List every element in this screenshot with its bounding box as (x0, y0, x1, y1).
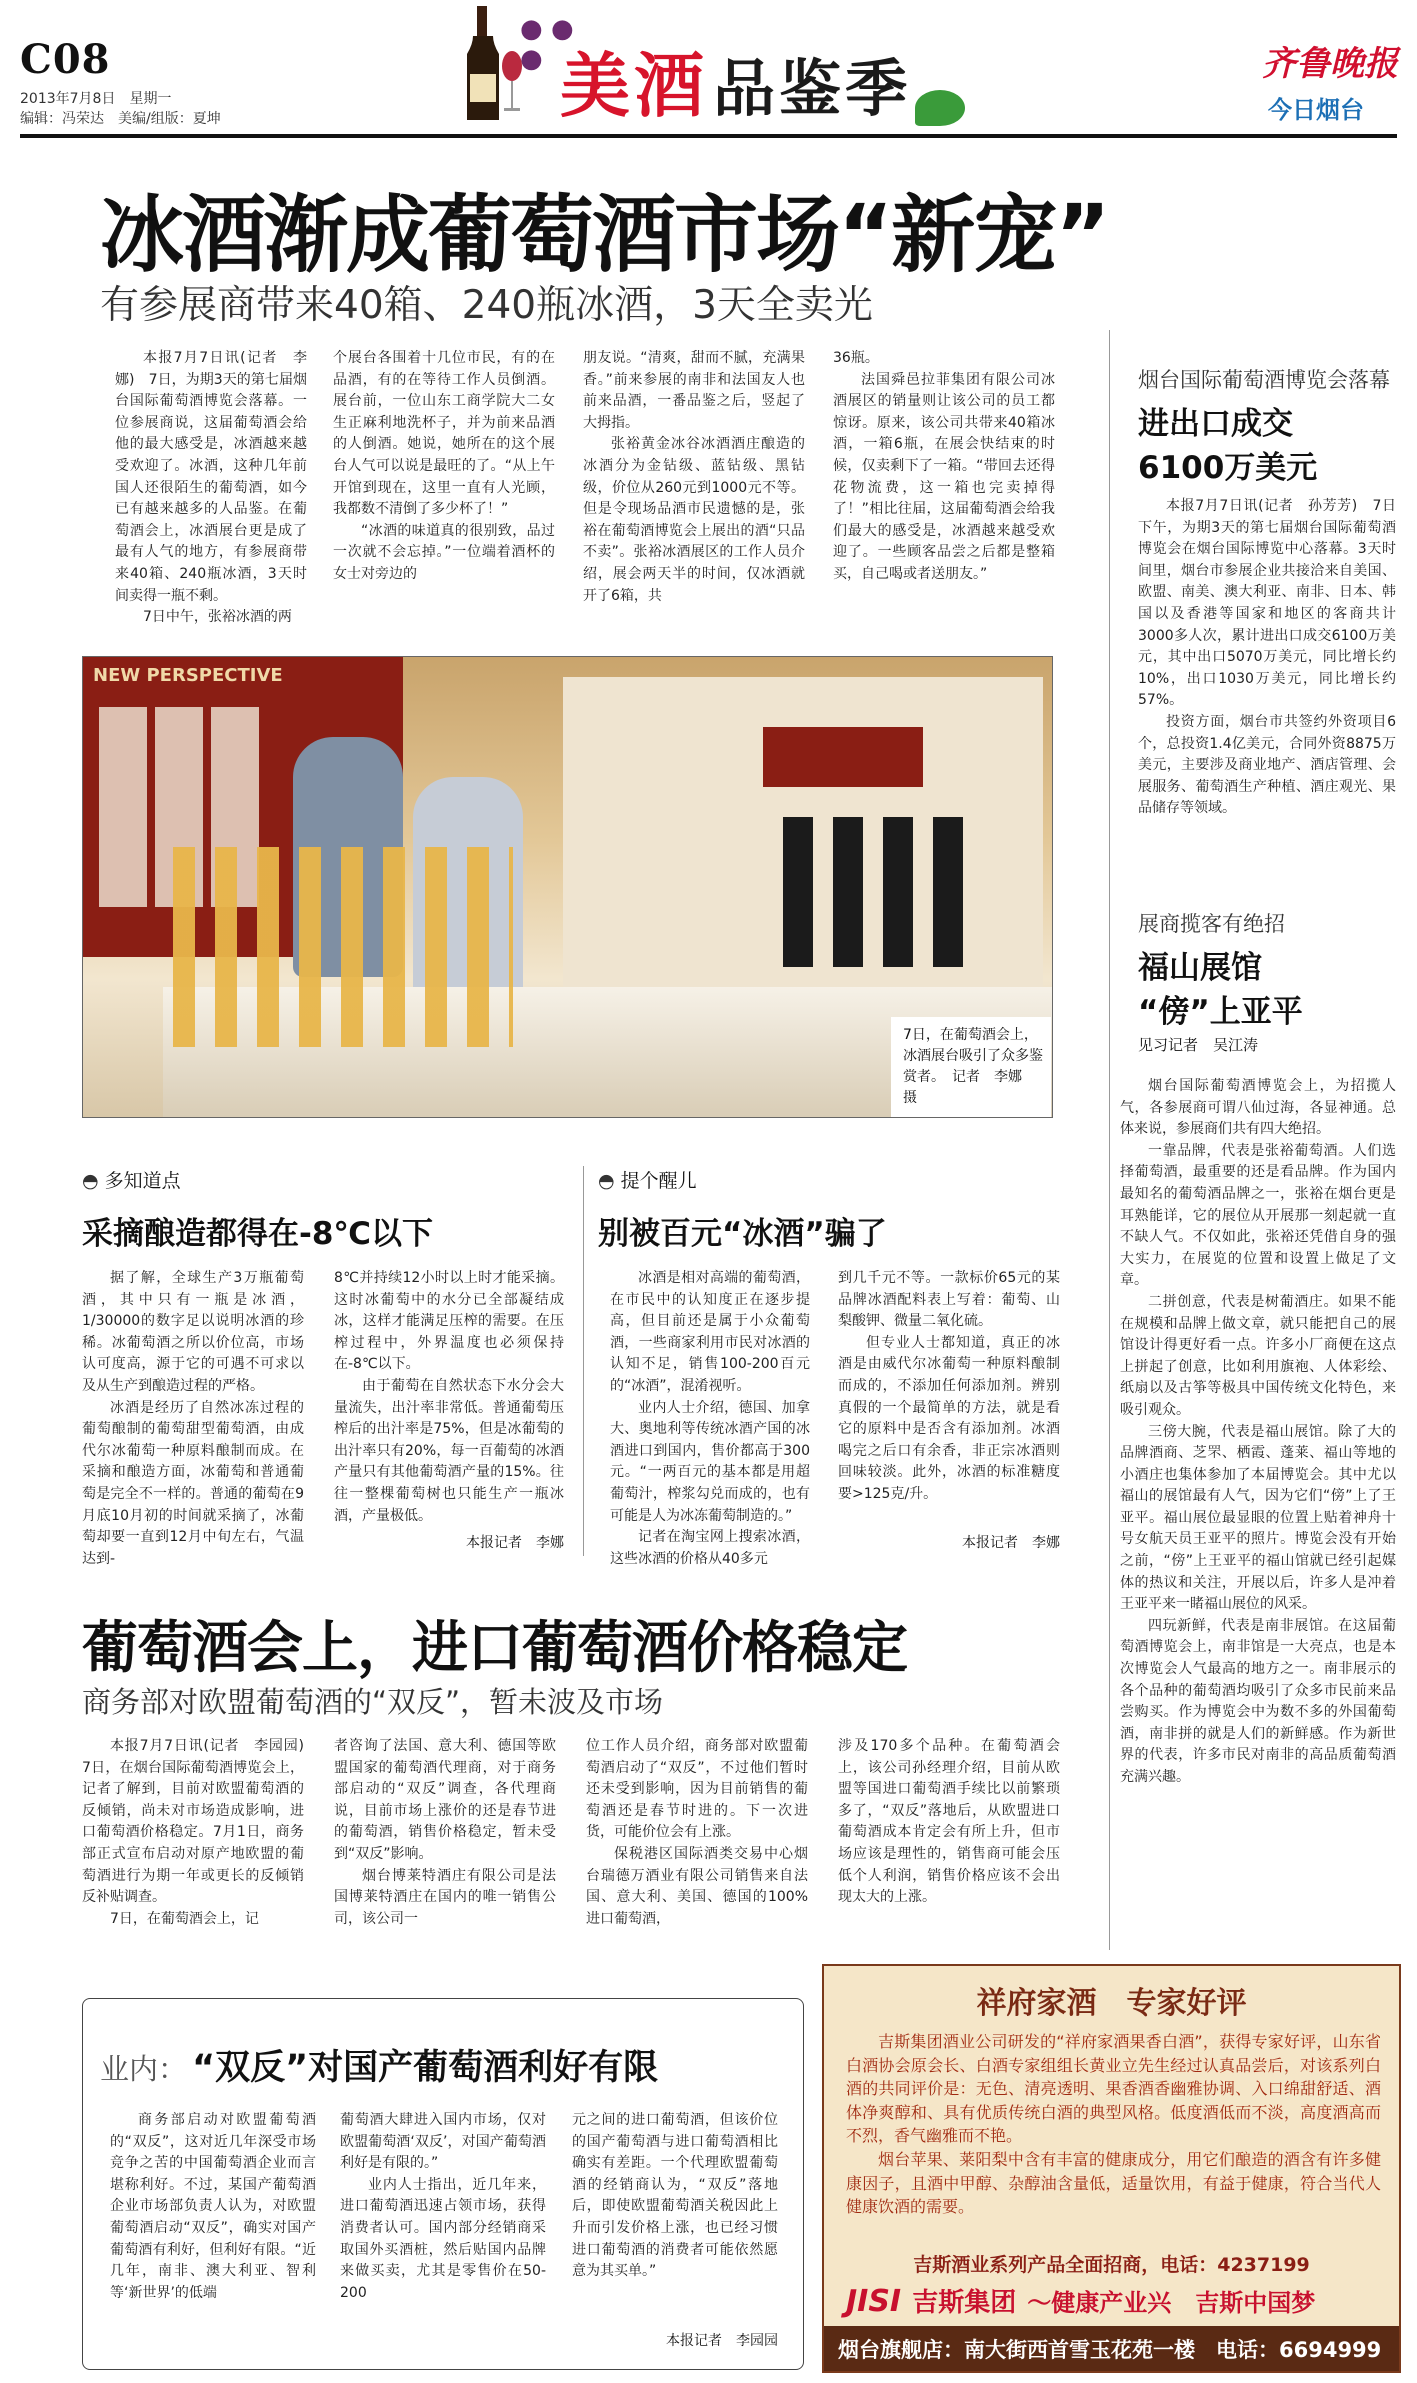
masthead-rule (20, 134, 1397, 138)
tips-left-tag-text: 多知道点 (104, 1170, 181, 1192)
brand-slogan: ～健康产业兴 吉斯中国梦 (1027, 2289, 1316, 2317)
tag-marker-icon: ◓ (598, 1170, 615, 1192)
editor-credits: 编辑：冯荣达 美编/组版：夏坤 (20, 111, 221, 127)
tips-left-column-1 (82, 1268, 304, 1567)
paragraph: 二拼创意，代表是树葡酒庄。如果不能在规模和品牌上做文章，就只能把自己的展馆设计得更好看一点。许多小厂商便在这点上拼起了创意，比如利用旗袍、人体彩绘、纸扇以及古筝等极具中国传统文化特色，来吸引观众。 (1120, 1293, 1396, 1418)
second-column-1 (82, 1736, 318, 1954)
sidebar-mid-author: 见习记者 吴江涛 (1138, 1036, 1259, 1054)
issue-date: 2013年7月8日 星期一 (20, 91, 172, 107)
ad-brand-row (846, 2282, 1315, 2319)
paragraph: 元之间的进口葡萄酒，但该价位的国产葡萄酒与进口葡萄酒相比确实有差距。一个代理欧盟葡萄酒的经销商认为，“双反”落地后，即使欧盟葡萄酒关税因此上升而引发价格上涨，也已经习惯进口葡萄酒的消费者可能依然愿意为其买单。” (572, 2112, 778, 2280)
sidebar-divider (1109, 330, 1110, 1950)
second-headline: 葡萄酒会上，进口葡萄酒价格稳定 (82, 1616, 907, 1681)
lead-column-1 (115, 348, 307, 626)
sidebar-top-kicker: 烟台国际葡萄酒博览会落幕 (1138, 368, 1390, 392)
ad-footer (824, 2326, 1399, 2371)
tips-right-byline: 本报记者 李娜 (962, 1535, 1060, 1551)
booth-sign (763, 727, 923, 787)
paragraph: 四玩新鲜，代表是南非展馆。在这届葡萄酒博览会上，南非馆是一大亮点，也是本次博览会人气最高的地方之一。南非展示的各个品种的葡萄酒均吸引了众多市民前来品尝购买。作为博览会中为数不多的外国葡萄酒，南非拼的就是人们的新鲜感。作为新世界的代表，许多市民对南非的高品质葡萄酒充满兴趣。 (1120, 1617, 1396, 1785)
industry-column-2 (340, 2110, 546, 2350)
paragraph: 8℃并持续12小时以上时才能采摘。这时冰葡萄中的水分已全部凝结成冰，这样才能满足压榨的需要。在压榨过程中，外界温度也必须保持在-8℃以下。 (334, 1270, 564, 1373)
lead-photo (82, 656, 1053, 1118)
sidebar-top-title-line1: 进出口成交 (1138, 406, 1293, 442)
section-title-red: 美酒 (560, 45, 708, 127)
sidebar-mid-kicker: 展商揽客有绝招 (1138, 912, 1285, 936)
paragraph: 但专业人士都知道，真正的冰酒是由威代尔冰葡萄一种原料酿制而成的，不添加任何添加剂。辨别真假的一个最简单的方法，就是看它的原料中是否含有添加剂。冰酒喝完之后口有余香，非正宗冰酒则回味较淡。此外，冰酒的标准糖度要>125克/升。 (838, 1334, 1060, 1502)
ice-wine-bottles (173, 847, 513, 1047)
industry-column-1 (110, 2110, 316, 2350)
paragraph: 张裕黄金冰谷冰酒酒庄酿造的冰酒分为金钻级、蓝钻级、黑钻级，价位从260元到1000元不等。但是令现场品酒市民遗憾的是，张裕在葡萄酒博览会上展出的酒“只品不卖”。张裕冰酒展区的工作人员介绍，展会两天半的时间，仅冰酒就开了6箱，共 (583, 436, 805, 604)
sidebar-mid-body (1120, 1076, 1396, 1946)
lead-headline: 冰酒渐成葡萄酒市场“新宠” (100, 186, 1109, 284)
tips-divider (583, 1166, 584, 1556)
second-column-2 (334, 1736, 556, 1954)
tips-left-tag (82, 1166, 181, 1193)
paragraph: 朋友说。“清爽，甜而不腻，充满果香。”前来参展的南非和法国友人也前来品酒，一番品鉴之后，竖起了大拇指。 (583, 350, 805, 431)
grapes-icon: ● ● ● (520, 14, 574, 74)
brand-name: 吉斯集团 (912, 2288, 1017, 2318)
tips-left-byline: 本报记者 李娜 (466, 1535, 564, 1551)
paragraph: 法国舜邑拉菲集团有限公司冰酒展区的销量则让该公司的员工都惊讶。原来，该公司共带来40箱冰酒，一箱6瓶，在展会快结束的时候，仅卖剩下了一箱。“带回去还得花物流费，这一箱也完卖掉得了！”相比往届，这届葡萄酒会给我们最大的感受是，冰酒越来越受欢迎了。一些顾客品尝之后都是整箱买，自己喝或者送朋友。” (833, 371, 1055, 582)
paragraph: 记者在淘宝网上搜索冰酒，这些冰酒的价格从40多元 (610, 1529, 810, 1567)
tips-right-column-2 (838, 1268, 1060, 1526)
tag-marker-icon: ◓ (82, 1170, 99, 1192)
paragraph: 三傍大腕，代表是福山展馆。除了大的品牌酒商、芝罘、栖霞、蓬莱、福山等地的小酒庄也集体参加了本届博览会。其中尤以福山的展馆最有人气，因为它们“傍”上了王亚平。福山展位最显眼的位置上贴着神舟十号女航天员王亚平的照片。博览会没有开始之前，“傍”上王亚平的福山馆就已经引起媒体的热议和关注，开展以后，许多人是冲着王亚平来一睹福山展位的风采。 (1120, 1423, 1396, 1613)
brand-logo: JISI (846, 2284, 902, 2319)
paragraph: 位工作人员介绍，商务部对欧盟葡萄酒启动了“双反”，不过他们暂时还未受到影响，因为目前销售的葡萄酒还是春节时进的。下一次进货，可能价位会有上涨。 (586, 1738, 808, 1841)
paragraph: 葡萄酒大肆进入国内市场，仅对欧盟葡萄酒‘双反’，对国产葡萄酒利好是有限的。” (340, 2112, 546, 2172)
sidebar-top-title-line2: 6100万美元 (1138, 450, 1318, 486)
paragraph: 商务部启动对欧盟葡萄酒的“双反”，这对近几年深受市场竞争之苦的中国葡萄酒企业而言堪称利好。不过，某国产葡萄酒企业市场部负责人认为，对欧盟葡萄酒启动“双反”，确实对国产葡萄酒有利好，但利好有限。“近几年，南非、澳大利亚、智利等‘新世界’的低端 (110, 2112, 316, 2301)
ad-recruit: 吉斯酒业系列产品全面招商，电话：4237199 (913, 2254, 1310, 2276)
tips-left-headline: 采摘酿造都得在-8℃以下 (82, 1216, 433, 1252)
industry-byline: 本报记者 李园园 (666, 2333, 778, 2349)
ad-paragraph: 吉斯集团酒业公司研发的“祥府家酒果香白酒”，获得专家好评，山东省白酒协会原会长、白酒专家组组长黄业立先生经过认真品尝后，对该系列白酒的共同评价是：无色、清亮透明、果香酒香幽雅协调、入口绵甜舒适、酒体净爽醇和、具有优质传统白酒的典型风格。低度酒低而不淡，高度酒高而不烈，香气幽雅而不艳。 (846, 2032, 1381, 2146)
paragraph: “冰酒的味道真的很别致，品过一次就不会忘掉。”一位端着酒杯的女士对旁边的 (333, 522, 555, 582)
paragraph: 烟台国际葡萄酒博览会上，为招揽人气，各参展商可谓八仙过海，各显神通。总体来说，参展商们共有四大绝招。 (1120, 1078, 1396, 1138)
advertisement[interactable] (822, 1964, 1401, 2373)
lead-column-4 (833, 348, 1055, 610)
paragraph: 涉及170多个品种。在葡萄酒会上，该公司孙经理介绍，目前从欧盟等国进口葡萄酒手续比以前繁琐多了，“双反”落地后，从欧盟进口葡萄酒成本肯定会有所上升，但市场应该是理性的，销售商可能会压低个人利润，销售价格应该不会出现太大的上涨。 (838, 1738, 1060, 1906)
section-title (560, 30, 911, 140)
newspaper-logo: 齐鲁晚报 (1262, 44, 1398, 84)
section-title-green: 品鉴季 (713, 52, 912, 125)
dark-bottles (783, 817, 983, 967)
lead-subhead: 有参展商带来40箱、240瓶冰酒，3天全卖光 (100, 283, 873, 328)
tips-left-column-2 (334, 1268, 564, 1526)
sidebar-mid-title-line1: 福山展馆 (1138, 950, 1262, 986)
paragraph: 烟台博莱特酒庄有限公司是法国博莱特酒庄在国内的唯一销售公司，该公司一 (334, 1867, 556, 1927)
paragraph: 本报7月7日讯(记者 孙芳芳) 7日下午，为期3天的第七届烟台国际葡萄酒博览会在烟台国际博览中心落幕。3天时间里，烟台市参展企业共接洽来自美国、欧盟、南美、澳大利亚、南非、日本、韩国以及香港等国家和地区的客商共计3000多人次，累计进出口成交6100万美元，其中出口5070万美元，同比增长约10%，出口1030万美元，同比增长约57%。 (1138, 498, 1396, 709)
ad-store: 烟台旗舰店：南大街西首雪玉花苑一楼 (838, 2338, 1195, 2362)
paragraph: 由于葡萄在自然状态下水分会大量流失，出汁率非常低。普通葡萄压榨后的出汁率是75%，但是冰葡萄的出汁率只有20%，每一百葡萄的冰酒产量只有其他葡萄酒产量的15%。往往一整棵葡萄树也只能生产一瓶冰酒，产量极低。 (334, 1377, 564, 1524)
paragraph: 冰酒是相对高端的葡萄酒，在市民中的认知度正在逐步提高，但目前还是属于小众葡萄酒，一些商家利用市民对冰酒的认知不足，销售100-200百元的“冰酒”，混淆视听。 (610, 1270, 810, 1394)
ad-title: 祥府家酒 专家好评 (976, 1986, 1247, 2021)
ad-body (846, 2030, 1381, 2219)
edition-label: 今日烟台 (1268, 96, 1364, 124)
wine-bottle-icon (455, 4, 525, 124)
paragraph: 个展台各围着十几位市民，有的在品酒，有的在等待工作人员倒酒。展台前，一位山东工商学院大二女生正麻利地洗杯子，并为前来品酒的人倒酒。她说，她所在的这个展台人气可以说是最旺的了。“从上午开馆到现在，这里一直有人光顾，我都数不清倒了多少杯了！” (333, 350, 555, 518)
paragraph: 业内人士介绍，德国、加拿大、奥地利等传统冰酒产国的冰酒进口到国内，售价都高于300元。“一两百元的基本都是用超葡萄汁，榨浆勾兑而成的，也有可能是人为冰冻葡萄制造的。” (610, 1399, 810, 1524)
paragraph: 业内人士指出，近几年来，进口葡萄酒迅速占领市场，获得消费者认可。国内部分经销商采取国外买酒桩，然后贴国内品牌来做买卖，尤其是零售价在50-200 (340, 2176, 546, 2301)
paragraph: 36瓶。 (833, 350, 879, 366)
page-number: C08 (20, 36, 111, 83)
lead-column-2 (333, 348, 555, 610)
paragraph: 本报7月7日讯(记者 李娜) 7日，为期3天的第七届烟台国际葡萄酒博览会落幕。一位参展商说，这届葡萄酒会给他的最大感受是，冰酒越来越受欢迎了。冰酒，这种几年前国人还很陌生的葡萄酒，如今已有越来越多的人品鉴。在葡萄酒会上，冰酒展台更是成了最有人气的地方，有参展商带来40箱、240瓶冰酒，3天时间卖得一瓶不剩。 (115, 350, 307, 604)
industry-title-text: “双反”对国产葡萄酒利好有限 (192, 2048, 659, 2088)
paragraph: 本报7月7日讯(记者 李园园) 7日，在烟台国际葡萄酒博览会上，记者了解到，目前对欧盟葡萄酒的反倾销，尚未对市场造成影响，进口葡萄酒价格稳定。7月1日，商务部正式宣布启动对原产地欧盟的葡萄酒进行为期一年或更长的反倾销反补贴调查。 (82, 1738, 318, 1906)
second-column-3 (586, 1736, 808, 1954)
sidebar-top-body (1138, 496, 1396, 826)
grape-leaf-icon (915, 90, 965, 126)
second-column-4 (838, 1736, 1060, 1954)
paragraph: 7日，在葡萄酒会上，记 (110, 1910, 259, 1927)
industry-label: 业内： (100, 2052, 188, 2086)
tips-right-tag (598, 1166, 697, 1193)
paragraph: 冰酒是经历了自然冰冻过程的葡萄酿制的葡萄甜型葡萄酒，由成代尔冰葡萄一种原料酿制而成。在采摘和酿造方面，冰葡萄和普通葡萄是完全不一样的。普通的葡萄在9月底10月初的时间就采摘了，冰葡萄却要一直到12月中旬左右，气温达到- (82, 1399, 304, 1567)
paragraph: 到几千元不等。一款标价65元的某品牌冰酒配料表上写着：葡萄、山梨酸钾、微量二氧化硫。 (838, 1270, 1060, 1330)
tips-right-column-1 (610, 1268, 810, 1567)
paragraph: 保税港区国际酒类交易中心烟台瑞德万酒业有限公司销售来自法国、意大利、美国、德国的100%进口葡萄酒， (586, 1845, 808, 1927)
lead-column-3 (583, 348, 805, 610)
second-subhead: 商务部对欧盟葡萄酒的“双反”，暂未波及市场 (82, 1685, 664, 1719)
paragraph: 据了解，全球生产3万瓶葡萄酒，其中只有一瓶是冰酒，1/30000的数字足以说明冰酒的珍稀。冰葡萄酒之所以价位高，市场认可度高，源于它的可遇不可求以及从生产到酿造过程的严格。 (82, 1270, 304, 1394)
exhibit-banner-text: NEW PERSPECTIVE (93, 665, 283, 686)
ad-paragraph: 烟台苹果、莱阳梨中含有丰富的健康成分，用它们酿造的酒含有许多健康因子，且酒中甲醇、杂醇油含量低，适量饮用，有益于健康，符合当代人健康饮酒的需要。 (846, 2149, 1381, 2217)
industry-column-3 (572, 2110, 778, 2328)
sidebar-mid-title-line2: “傍”上亚平 (1138, 994, 1303, 1030)
paragraph: 者咨询了法国、意大利、德国等欧盟国家的葡萄酒代理商，对于商务部启动的“双反”调查，各代理商说，目前市场上涨价的还是春节进的葡萄酒，销售价格稳定，暂未受到“双反”影响。 (334, 1738, 556, 1862)
paragraph: 一靠品牌，代表是张裕葡萄酒。人们选择葡萄酒，最重要的还是看品牌。作为国内最知名的葡萄酒品牌之一，张裕在烟台更是耳熟能详，它的展位从开展那一刻起就一直不缺人气。不仅如此，张裕还凭借自身的强大实力，在展览的位置和设置上做足了文章。 (1120, 1142, 1396, 1289)
tips-right-tag-text: 提个醒儿 (620, 1170, 697, 1192)
photo-caption: 7日，在葡萄酒会上，冰酒展台吸引了众多鉴赏者。 记者 李娜 摄 (903, 1027, 1043, 1106)
ad-phone: 电话：6694999 (1216, 2338, 1382, 2362)
paragraph: 投资方面，烟台市共签约外资项目6个，总投资1.4亿美元，合同外资8875万美元，主要涉及商业地产、酒店管理、会展服务、葡萄酒生产种植、酒庄观光、果品储存等领域。 (1138, 713, 1396, 817)
tips-right-headline: 别被百元“冰酒”骗了 (598, 1216, 887, 1252)
paragraph: 7日中午，张裕冰酒的两 (143, 609, 292, 626)
industry-title (100, 2040, 658, 2090)
